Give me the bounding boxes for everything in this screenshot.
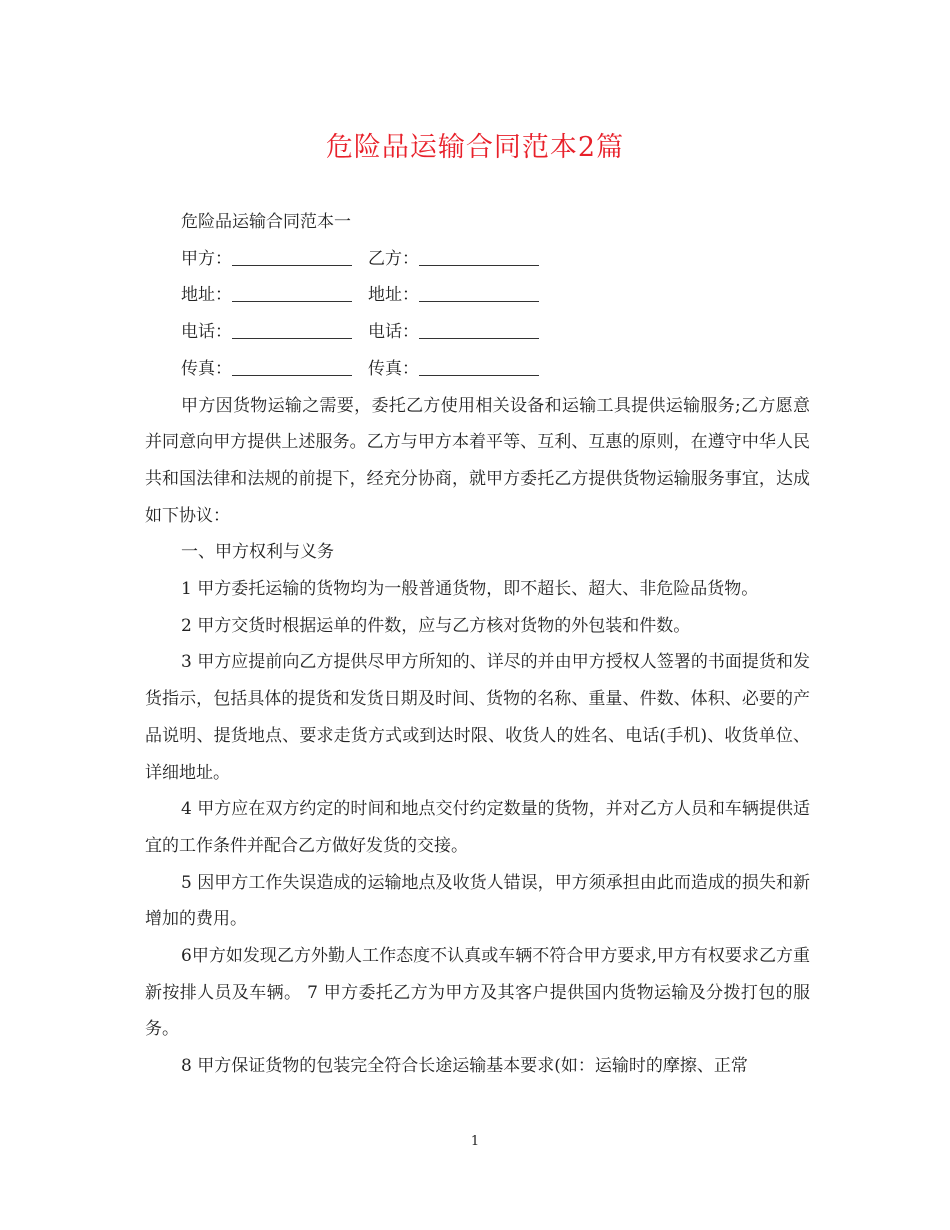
clause-8: 8 甲方保证货物的包装完全符合长途运输基本要求(如：运输时的摩擦、正常 (181, 1056, 748, 1077)
party-a-name-label: 甲方： (181, 248, 232, 269)
party-b-address-field (368, 277, 539, 314)
party-a-phone-field (181, 314, 368, 351)
contract-subtitle: 危险品运输合同范本一 (181, 212, 351, 232)
party-b-fax-field (368, 351, 539, 388)
party-b-address-label: 地址： (368, 285, 419, 306)
party-a-name-blank (232, 264, 352, 266)
party-row-fax (145, 351, 810, 388)
party-b-name-label: 乙方： (368, 248, 419, 269)
party-a-address-label: 地址： (181, 285, 232, 306)
clause-2: 2 甲方交货时根据运单的件数，应与乙方核对货物的外包装和件数。 (181, 615, 691, 636)
party-a-name-field (181, 241, 368, 278)
intro-paragraph: 甲方因货物运输之需要，委托乙方使用相关设备和运输工具提供运输服务;乙方愿意并同意向甲方提供上述服务。乙方与甲方本着平等、互利、互惠的原则，在遵守中华人民共和国法律和法规的前提下，经充分协商，就甲方委托乙方提供货物运输服务事宜，达成如下协议： (145, 395, 810, 526)
document-body (145, 204, 810, 1085)
party-row-name (145, 241, 810, 278)
party-a-address-blank (232, 300, 352, 302)
clause-3: 3 甲方应提前向乙方提供尽甲方所知的、详尽的并由甲方授权人签署的书面提货和发货指示，包括具体的提货和发货日期及时间、货物的名称、重量、件数、体积、必要的产品说明、提货地点、要求走货方式或到达时限、收货人的姓名、电话(手机)、收货单位、详细地址。 (145, 652, 810, 783)
party-row-phone (145, 314, 810, 351)
party-a-phone-blank (232, 337, 352, 339)
party-a-fax-label: 传真： (181, 358, 232, 379)
party-b-name-field (368, 241, 539, 278)
party-b-address-blank (419, 300, 539, 302)
party-a-address-field (181, 277, 368, 314)
party-a-fax-blank (232, 374, 352, 376)
party-a-fax-field (181, 351, 368, 388)
clause-6-7: 6甲方如发现乙方外勤人工作态度不认真或车辆不符合甲方要求,甲方有权要求乙方重新按排人员及车辆。 7 甲方委托乙方为甲方及其客户提供国内货物运输及分拨打包的服务。 (145, 946, 810, 1040)
party-row-address (145, 277, 810, 314)
clause-1: 1 甲方委托运输的货物均为一般普通货物，即不超长、超大、非危险品货物。 (181, 579, 759, 600)
clause-4: 4 甲方应在双方约定的时间和地点交付约定数量的货物，并对乙方人员和车辆提供适宜的工作条件并配合乙方做好发货的交接。 (145, 799, 810, 856)
party-b-name-blank (419, 264, 539, 266)
party-b-phone-field (368, 314, 539, 351)
section-heading: 一、甲方权利与义务 (181, 542, 334, 563)
party-b-phone-label: 电话： (368, 322, 419, 343)
document-title: 危险品运输合同范本2篇 (325, 132, 625, 163)
clause-5: 5 因甲方工作失误造成的运输地点及收货人错误，甲方须承担由此而造成的损失和新增加的费用。 (145, 872, 810, 930)
page-number: 1 (470, 1134, 480, 1149)
party-a-phone-label: 电话： (181, 322, 232, 343)
party-b-fax-label: 传真： (368, 358, 419, 379)
party-b-phone-blank (419, 337, 539, 339)
party-b-fax-blank (419, 374, 539, 376)
